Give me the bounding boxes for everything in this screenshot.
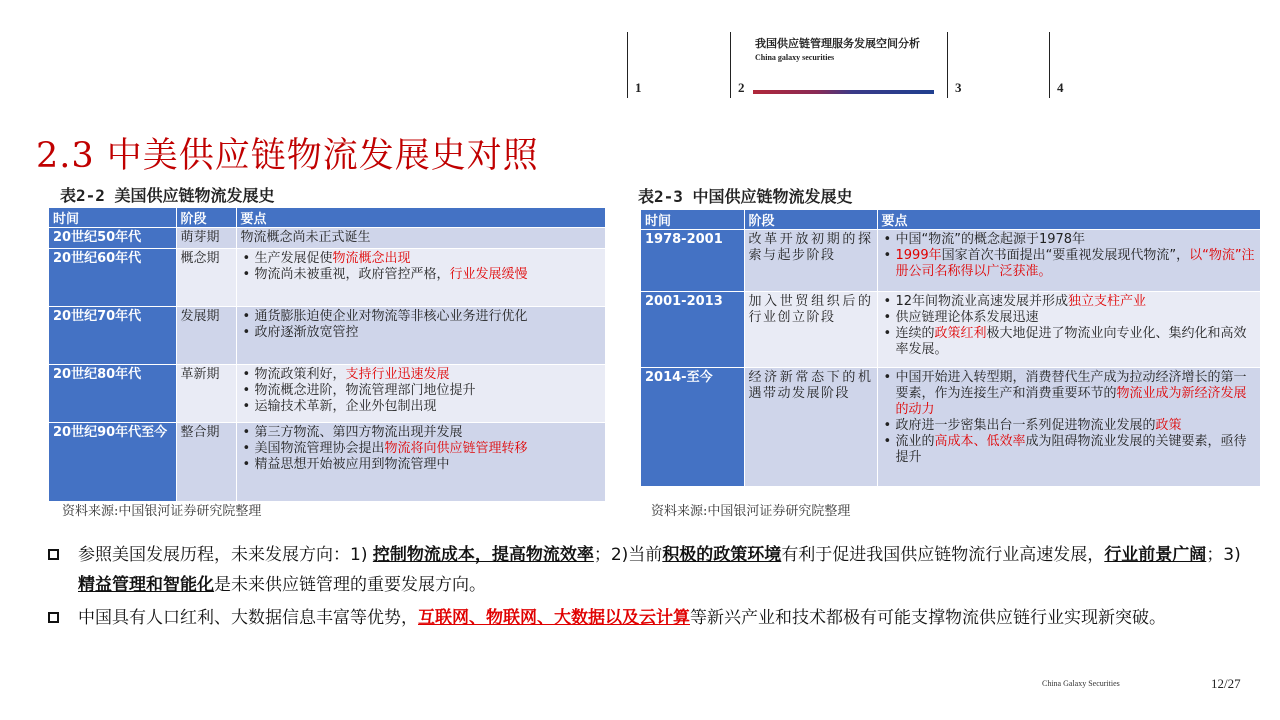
table-row <box>49 365 606 423</box>
text-run: 成为阻碍物流业发展的关键要素，亟待提升 <box>895 434 1247 465</box>
table-row <box>49 423 606 501</box>
list-item <box>241 367 602 383</box>
text-run: 第三方物流、第四方物流出现并发展 <box>254 425 463 440</box>
report-title: 我国供应链管理服务发展空间分析 <box>755 37 920 50</box>
list-item <box>241 441 602 457</box>
highlight-text: 政策 <box>1155 418 1182 433</box>
points-list <box>882 232 1257 280</box>
highlight-text: 物流概念出现 <box>332 251 411 266</box>
text-run: 行业前景广阔 <box>1104 545 1207 565</box>
text-run: 精益思想开始被应用到物流管理中 <box>254 457 450 472</box>
cell-stage: 萌芽期 <box>176 228 236 249</box>
list-item <box>241 267 602 283</box>
text-run: 12年间物流业高速发展并形成 <box>895 294 1069 309</box>
text-run: 极大地促进了物流业向专业化、集约化和高效率发展。 <box>895 326 1247 357</box>
cell-points <box>236 307 606 365</box>
report-subtitle: China galaxy securities <box>755 53 835 62</box>
list-item <box>241 325 602 341</box>
text-run: 有利于促进我国供应链物流行业高速发展， <box>781 545 1105 565</box>
highlight-text: 物流将向供应链管理转移 <box>384 441 528 456</box>
header-time: 时间 <box>49 208 176 228</box>
list-item <box>241 383 602 399</box>
header-stage: 阶段 <box>744 210 877 230</box>
text-run: ；3) <box>1206 545 1241 565</box>
table-row <box>641 230 1261 292</box>
text-run: 供应链理论体系发展迅速 <box>895 310 1039 325</box>
table-row <box>49 307 606 365</box>
text-run: 等新兴产业和技术都极有可能支撑物流供应链行业实现新突破。 <box>690 608 1166 628</box>
page-number <box>1211 676 1241 692</box>
text-run: 物流概念进阶，物流管理部门地位提升 <box>254 383 476 398</box>
list-item <box>882 370 1257 418</box>
section-progress-bar <box>753 90 934 94</box>
cell-points <box>877 292 1261 368</box>
cell-points <box>236 365 606 423</box>
cn-table-source: 资料来源:中国银河证券研究院整理 <box>651 504 851 519</box>
text-run: 物流概念尚未正式诞生 <box>240 230 371 245</box>
list-item <box>241 399 602 415</box>
list-item <box>882 294 1257 310</box>
nav-divider <box>627 32 628 98</box>
us-table-caption: 表2-2 美国供应链物流发展史 <box>60 186 275 205</box>
cn-table-caption: 表2-3 中国供应链物流发展史 <box>638 187 853 206</box>
table-row <box>49 249 606 307</box>
cell-time: 20世纪50年代 <box>49 228 176 249</box>
cell-points <box>236 249 606 307</box>
highlight-text: 以“物流”注册公司名称得以广泛获准。 <box>895 248 1255 279</box>
text-run: 积极的政策环境 <box>662 545 782 565</box>
highlight-text: 物流业成为新经济发展的动力 <box>895 386 1247 417</box>
nav-divider <box>730 32 731 98</box>
table-row <box>641 368 1261 486</box>
cell-time: 20世纪90年代至今 <box>49 423 176 501</box>
cell-stage: 改革开放初期的探索与起步阶段 <box>744 230 877 292</box>
cell-time: 1978-2001 <box>641 230 744 292</box>
points-list <box>241 367 602 415</box>
text-run: 控制物流成本，提高物流效率 <box>372 545 594 565</box>
table-row <box>49 228 606 249</box>
cell-points <box>236 423 606 501</box>
text-run: 生产发展促使 <box>254 251 333 266</box>
nav-item-2[interactable]: 2 <box>738 80 745 95</box>
header-stage: 阶段 <box>176 208 236 228</box>
cell-stage: 加入世贸组织后的行业创立阶段 <box>744 292 877 368</box>
cell-stage: 革新期 <box>176 365 236 423</box>
text-run: 流业的 <box>895 434 935 449</box>
points-list <box>241 425 602 473</box>
us-history-table <box>49 208 606 501</box>
highlight-text: 独立支柱产业 <box>1068 294 1147 309</box>
cell-time: 2014-至今 <box>641 368 744 486</box>
list-item <box>882 326 1257 358</box>
list-item <box>882 434 1257 466</box>
cell-stage: 概念期 <box>176 249 236 307</box>
text-run: 互联网、物联网、大数据以及云计算 <box>418 608 690 628</box>
nav-divider <box>1049 32 1050 98</box>
text-run: 物流尚未被重视，政府管控严格， <box>254 267 450 282</box>
summary-bullet-2 <box>78 603 1248 633</box>
highlight-text: 政策红利 <box>934 326 987 341</box>
cn-history-table <box>641 210 1261 486</box>
square-bullet-icon <box>48 549 59 560</box>
text-run: 是未来供应链管理的重要发展方向。 <box>214 575 486 595</box>
points-list <box>241 309 602 341</box>
points-list <box>882 370 1257 466</box>
us-table-source: 资料来源:中国银河证券研究院整理 <box>62 504 262 519</box>
cell-points <box>236 228 606 249</box>
text-run: 物流政策利好， <box>254 367 346 382</box>
text-run: 连续的 <box>895 326 935 341</box>
cell-points <box>877 230 1261 292</box>
point-text <box>241 230 602 246</box>
text-run: ；2)当前 <box>593 545 663 565</box>
text-run: 政府逐渐放宽管控 <box>254 325 359 340</box>
footer-brand: China Galaxy Securities <box>1042 679 1120 688</box>
nav-divider <box>947 32 948 98</box>
highlight-text: 高成本、低效率 <box>934 434 1026 449</box>
highlight-text: 1999年 <box>895 248 942 263</box>
list-item <box>882 418 1257 434</box>
cell-stage: 整合期 <box>176 423 236 501</box>
list-item <box>882 248 1257 280</box>
list-item <box>241 309 602 325</box>
cell-time: 20世纪70年代 <box>49 307 176 365</box>
header-time: 时间 <box>641 210 744 230</box>
table-row <box>641 292 1261 368</box>
highlight-text: 行业发展缓慢 <box>449 267 528 282</box>
header-points: 要点 <box>877 210 1261 230</box>
text-run: 政府进一步密集出台一系列促进物流业发展的 <box>895 418 1156 433</box>
highlight-text: 支持行业迅速发展 <box>345 367 450 382</box>
nav-item-1[interactable]: 1 <box>635 80 642 95</box>
text-run: 运输技术革新，企业外包制出现 <box>254 399 437 414</box>
cell-time: 2001-2013 <box>641 292 744 368</box>
text-run: 通货膨胀迫使企业对物流等非核心业务进行优化 <box>254 309 528 324</box>
square-bullet-icon <box>48 612 59 623</box>
list-item <box>241 457 602 473</box>
text-run: 美国物流管理协会提出 <box>254 441 385 456</box>
cell-points <box>877 368 1261 486</box>
text-run: 中国具有人口红利、大数据信息丰富等优势， <box>78 608 418 628</box>
text-run: 中国“物流”的概念起源于1978年 <box>895 232 1086 247</box>
page-total: /27 <box>1224 676 1241 691</box>
list-item <box>882 310 1257 326</box>
text-run: 国家首次书面提出“要重视发展现代物流”， <box>941 248 1190 263</box>
nav-item-4[interactable]: 4 <box>1057 80 1064 95</box>
summary-bullet-1 <box>78 540 1248 600</box>
points-list <box>882 294 1257 358</box>
points-list <box>241 251 602 283</box>
cell-time: 20世纪80年代 <box>49 365 176 423</box>
nav-item-3[interactable]: 3 <box>955 80 962 95</box>
header-points: 要点 <box>236 208 606 228</box>
text-run: 精益管理和智能化 <box>78 575 214 595</box>
cell-stage: 发展期 <box>176 307 236 365</box>
text-run: 中国开始进入转型期，消费替代生产成为拉动经济增长的第一要素，作为连接生产和消费重要环节的 <box>895 370 1247 401</box>
text-run: 参照美国发展历程，未来发展方向：1) <box>78 545 373 565</box>
section-title: 2.3 中美供应链物流发展史对照 <box>36 136 539 176</box>
page-current: 12 <box>1211 676 1224 691</box>
list-item <box>241 425 602 441</box>
list-item <box>882 232 1257 248</box>
cell-stage: 经济新常态下的机遇带动发展阶段 <box>744 368 877 486</box>
list-item <box>241 251 602 267</box>
cell-time: 20世纪60年代 <box>49 249 176 307</box>
